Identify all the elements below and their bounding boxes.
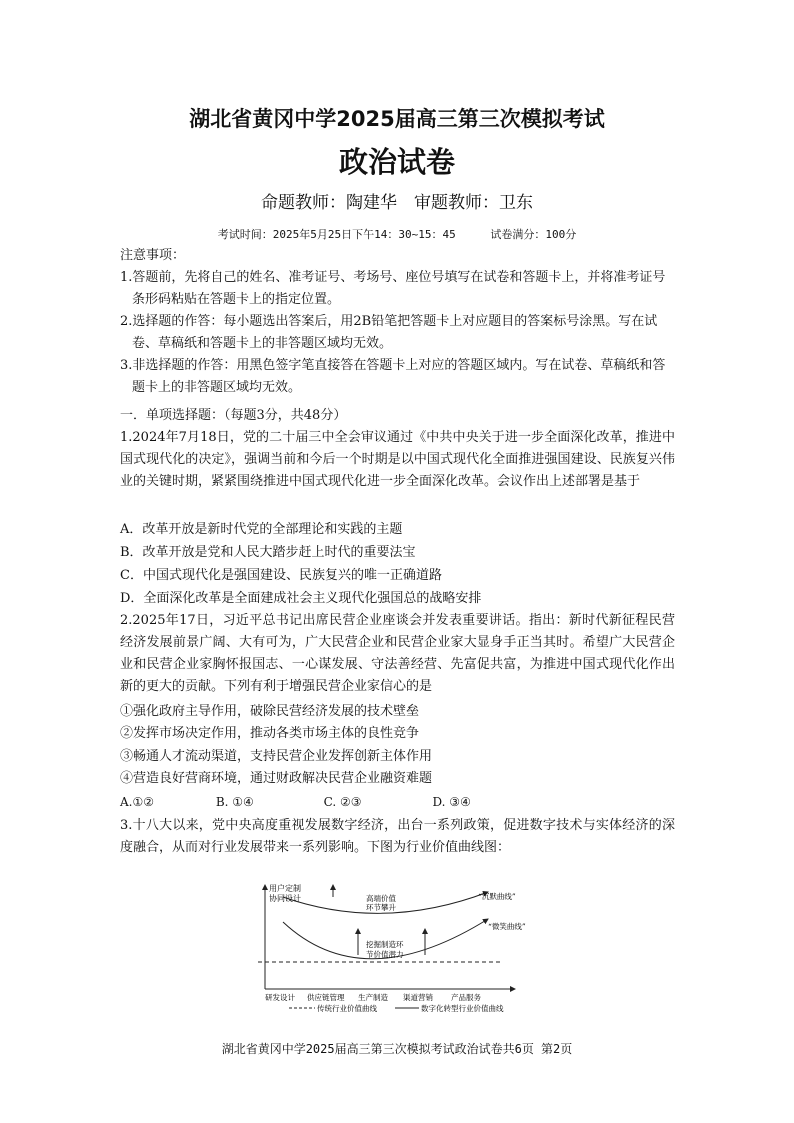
label-co-design: 协同设计 <box>269 894 301 903</box>
x-label-service: 产品服务 <box>451 993 481 1002</box>
q2-item-2: ②发挥市场决定作用，推动各类市场主体的良性竞争 <box>120 726 420 741</box>
author-line: 命题教师：陶建华 审题教师：卫东 <box>261 193 533 213</box>
x-label-supply: 供应链管理 <box>307 993 345 1002</box>
q2-answer-d: D. ③④ <box>432 795 471 809</box>
question-3-stem: 3.十八大以来，党中央高度重视发展数字经济，出台一系列政策，促进数字技术与实体经济的深度融合，从而对行业发展带来一系列影响。下图为行业价值曲线图： <box>120 818 675 855</box>
q2-answer-choices <box>120 791 675 813</box>
q1-option-c: C．中国式现代化是强国建设、民族复兴的唯一正确道路 <box>120 568 442 583</box>
section-heading: 一．单项选择题：（每题3分，共48分） <box>120 408 347 423</box>
full-score: 试卷满分：100分 <box>490 228 577 241</box>
exam-title: 湖北省黄冈中学2025届高三第三次模拟考试 <box>189 107 605 131</box>
label-mine-1: 挖掘制造环 <box>366 940 404 949</box>
x-label-marketing: 渠道营销 <box>403 993 433 1002</box>
q2-answer-c: C. ②③ <box>323 795 362 809</box>
note-item: 3.非选择题的作答：用黑色签字笔直接答在答题卡上对应的答题区域内。写在试卷、草稿纸和答题卡上的非答题区域均无效。 <box>120 358 666 395</box>
label-user-custom: 用户定制 <box>269 884 301 893</box>
x-label-production: 生产制造 <box>358 993 388 1002</box>
q2-answer-a: A.①② <box>120 795 154 809</box>
value-curve-figure <box>253 877 553 1017</box>
x-label-rnd: 研发设计 <box>265 993 295 1002</box>
subject-title: 政治试卷 <box>338 145 455 179</box>
q1-option-a: A．改革开放是新时代党的全部理论和实践的主题 <box>120 522 403 537</box>
note-item: 2.选择题的作答：每小题选出答案后，用2B铅笔把答题卡上对应题目的答案标号涂黑。写在试卷、草稿纸和答题卡上的非答题区域均无效。 <box>120 314 658 351</box>
q1-option-b: B．改革开放是党和人民大踏步赶上时代的重要法宝 <box>120 545 416 560</box>
page-footer: 湖北省黄冈中学2025届高三第三次模拟考试政治试卷共6页 第2页 <box>221 1042 573 1056</box>
q2-item-3: ③畅通人才流动渠道，支持民营企业发挥创新主体作用 <box>120 749 433 764</box>
q2-item-4: ④营造良好营商环境，通过财政解决民营企业融资难题 <box>120 771 433 786</box>
question-1-stem: 1.2024年7月18日，党的二十届三中全会审议通过《中共中央关于进一步全面深化改革，推进中国式现代化的决定》，强调当前和今后一个时期是以中国式现代化全面推进强国建设、民族复兴伟业的关键时期，紧紧围绕推进中国式现代化进一步全面深化改革。会议作出上述部署是基于 <box>120 430 675 489</box>
label-mine-2: 节价值潜力 <box>366 950 404 959</box>
label-smile-curve: “微笑曲线” <box>488 922 526 931</box>
legend-digital: 数字化转型行业价值曲线 <box>421 1004 504 1013</box>
notes-heading: 注意事项： <box>120 248 186 263</box>
question-2-stem: 2.2025年17日，习近平总书记出席民营企业座谈会并发表重要讲话。指出：新时代新征程民营经济发展前景广阔、大有可为，广大民营企业和民营企业家大显身手正当其时。希望广大民营企业和民营企业家胸怀报国志、一心谋发展、守法善经营、先富促共富，为推进中国式现代化作出新的更大的贡献。下列有利于增强民营企业家信心的是 <box>120 613 675 694</box>
value-curve-diagram <box>253 877 553 1017</box>
q2-item-1: ①强化政府主导作用，破除民营经济发展的技术壁垒 <box>120 704 420 719</box>
note-item: 1.答题前，先将自己的姓名、准考证号、考场号、座位号填写在试卷和答题卡上，并将准考证号条形码粘贴在答题卡上的指定位置。 <box>120 270 666 307</box>
label-high-end-1: 高端价值 <box>366 894 396 903</box>
q2-answer-b: B. ①④ <box>215 795 254 809</box>
exam-info <box>0 226 794 242</box>
label-silent-curve: “沉默曲线” <box>478 892 516 901</box>
exam-time: 考试时间：2025年5月25日下午14：30~15：45 <box>217 228 456 241</box>
legend-traditional: 传统行业价值曲线 <box>317 1004 377 1013</box>
q1-option-d: D．全面深化改革是全面建成社会主义现代化强国总的战略安排 <box>120 591 482 606</box>
label-high-end-2: 环节攀升 <box>366 903 396 912</box>
